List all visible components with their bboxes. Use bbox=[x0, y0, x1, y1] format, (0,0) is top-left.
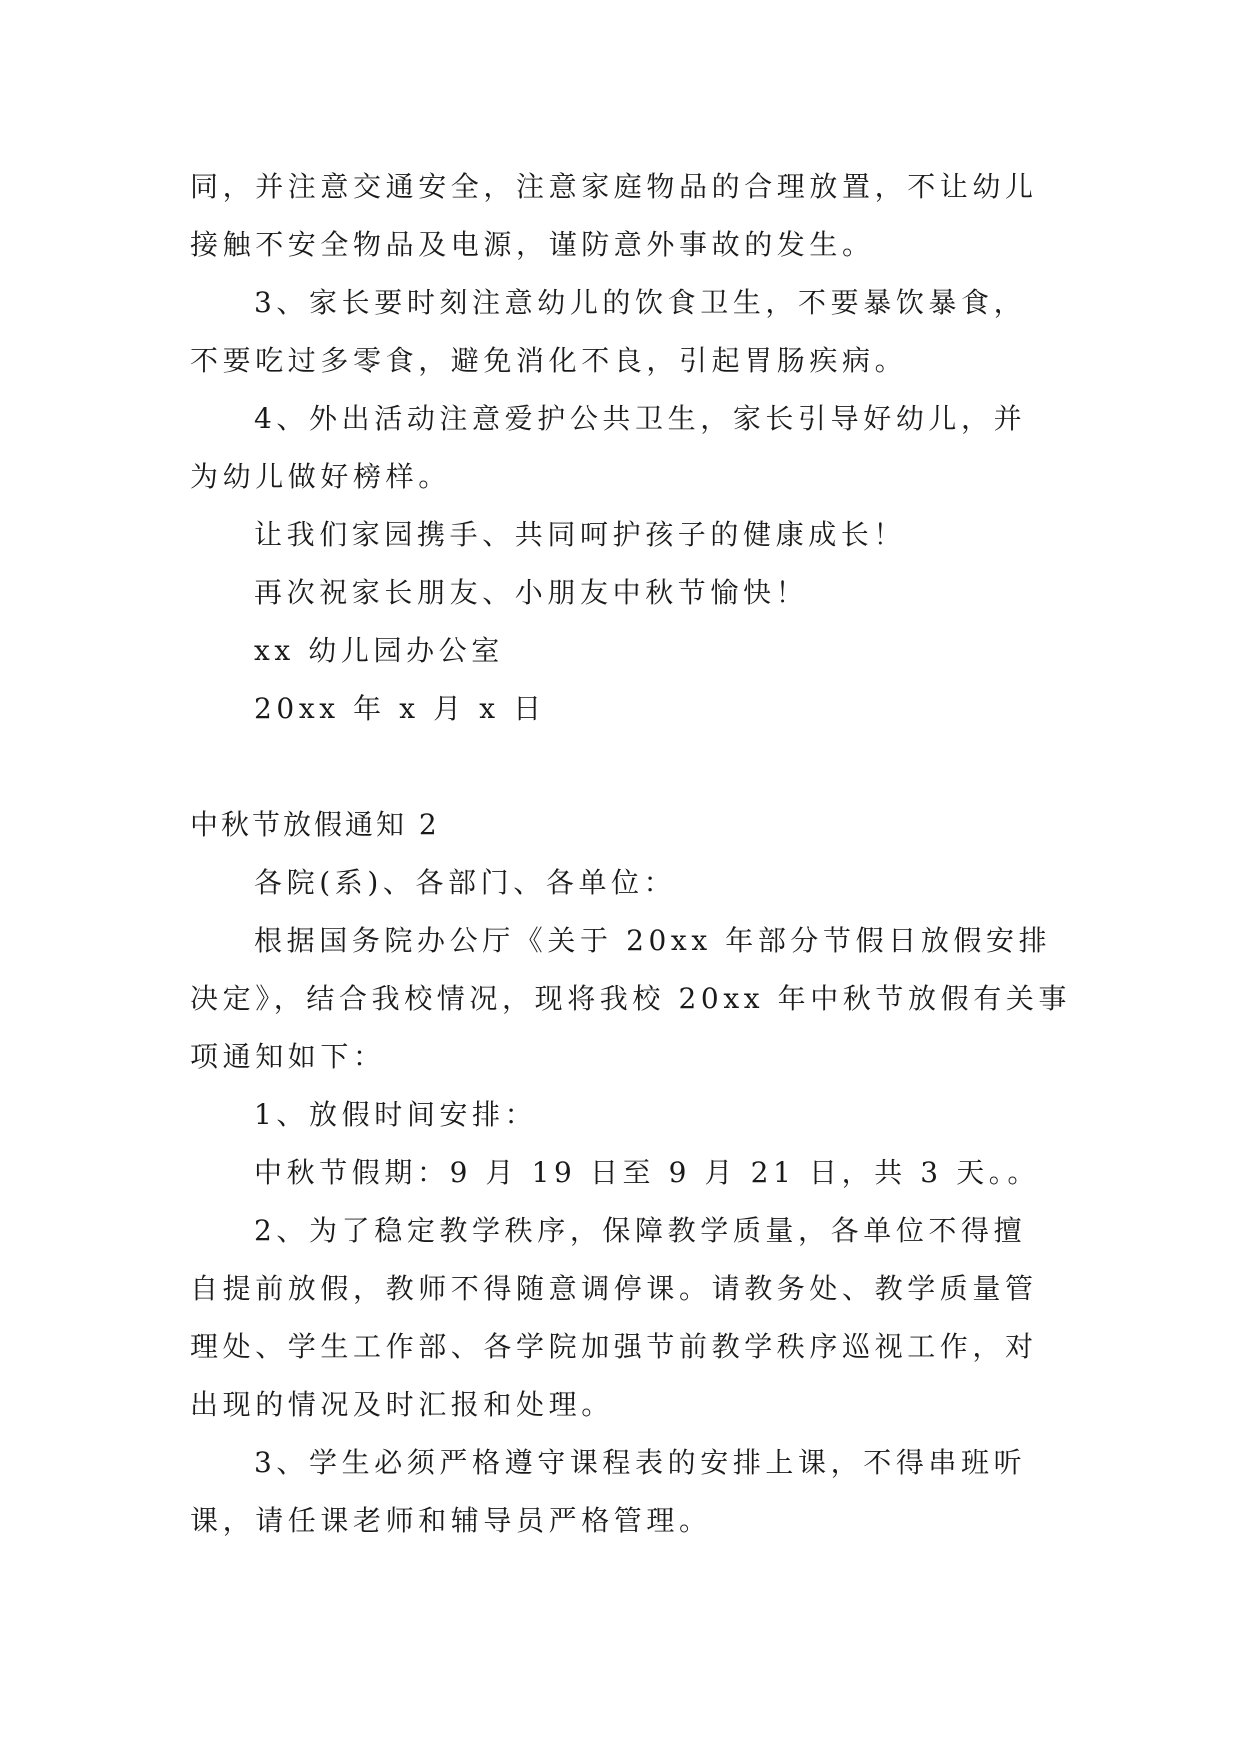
paragraph-line: 3、家长要时刻注意幼儿的饮食卫生，不要暴饮暴食， bbox=[254, 286, 1027, 319]
section-title: 中秋节放假通知 2 bbox=[190, 808, 440, 841]
paragraph-line: 项通知如下： bbox=[190, 1040, 386, 1073]
paragraph-line: 为幼儿做好榜样。 bbox=[190, 460, 451, 493]
document-body bbox=[190, 158, 1072, 1550]
section-spacer bbox=[190, 738, 1050, 796]
paragraph-line: 课，请任课老师和辅导员严格管理。 bbox=[190, 1504, 712, 1537]
paragraph-line: 中秋节假期：9 月 19 日至 9 月 21 日，共 3 天。。 bbox=[254, 1156, 1041, 1189]
paragraph-line: 1、放假时间安排： bbox=[254, 1098, 538, 1131]
signature-date: 20xx 年 x 月 x 日 bbox=[254, 692, 546, 725]
paragraph-line: 决定》，结合我校情况，现将我校 20xx 年中秋节放假有关事 bbox=[190, 982, 1072, 1015]
paragraph-line: 让我们家园携手、共同呵护孩子的健康成长！ bbox=[254, 518, 907, 551]
paragraph-line: 根据国务院办公厅《关于 20xx 年部分节假日放假安排 bbox=[254, 924, 1052, 957]
paragraph-line: 出现的情况及时汇报和处理。 bbox=[190, 1388, 614, 1421]
paragraph-line: 不要吃过多零食，避免消化不良，引起胃肠疾病。 bbox=[190, 344, 908, 377]
salutation: 各院(系)、各部门、各单位： bbox=[254, 866, 677, 899]
paragraph-line: 2、为了稳定教学秩序，保障教学质量，各单位不得擅 bbox=[254, 1214, 1027, 1247]
paragraph-line: 同，并注意交通安全，注意家庭物品的合理放置，不让幼儿 bbox=[190, 170, 1038, 203]
paragraph-line: 理处、学生工作部、各学院加强节前教学秩序巡视工作，对 bbox=[190, 1330, 1038, 1363]
paragraph-line: 自提前放假，教师不得随意调停课。请教务处、教学质量管 bbox=[190, 1272, 1038, 1305]
paragraph-line: 接触不安全物品及电源，谨防意外事故的发生。 bbox=[190, 228, 875, 261]
paragraph-line: 再次祝家长朋友、小朋友中秋节愉快！ bbox=[254, 576, 809, 609]
paragraph-line: 4、外出活动注意爱护公共卫生，家长引导好幼儿，并 bbox=[254, 402, 1027, 435]
signature-office: xx 幼儿园办公室 bbox=[254, 634, 504, 667]
paragraph-line: 3、学生必须严格遵守课程表的安排上课，不得串班听 bbox=[254, 1446, 1027, 1479]
